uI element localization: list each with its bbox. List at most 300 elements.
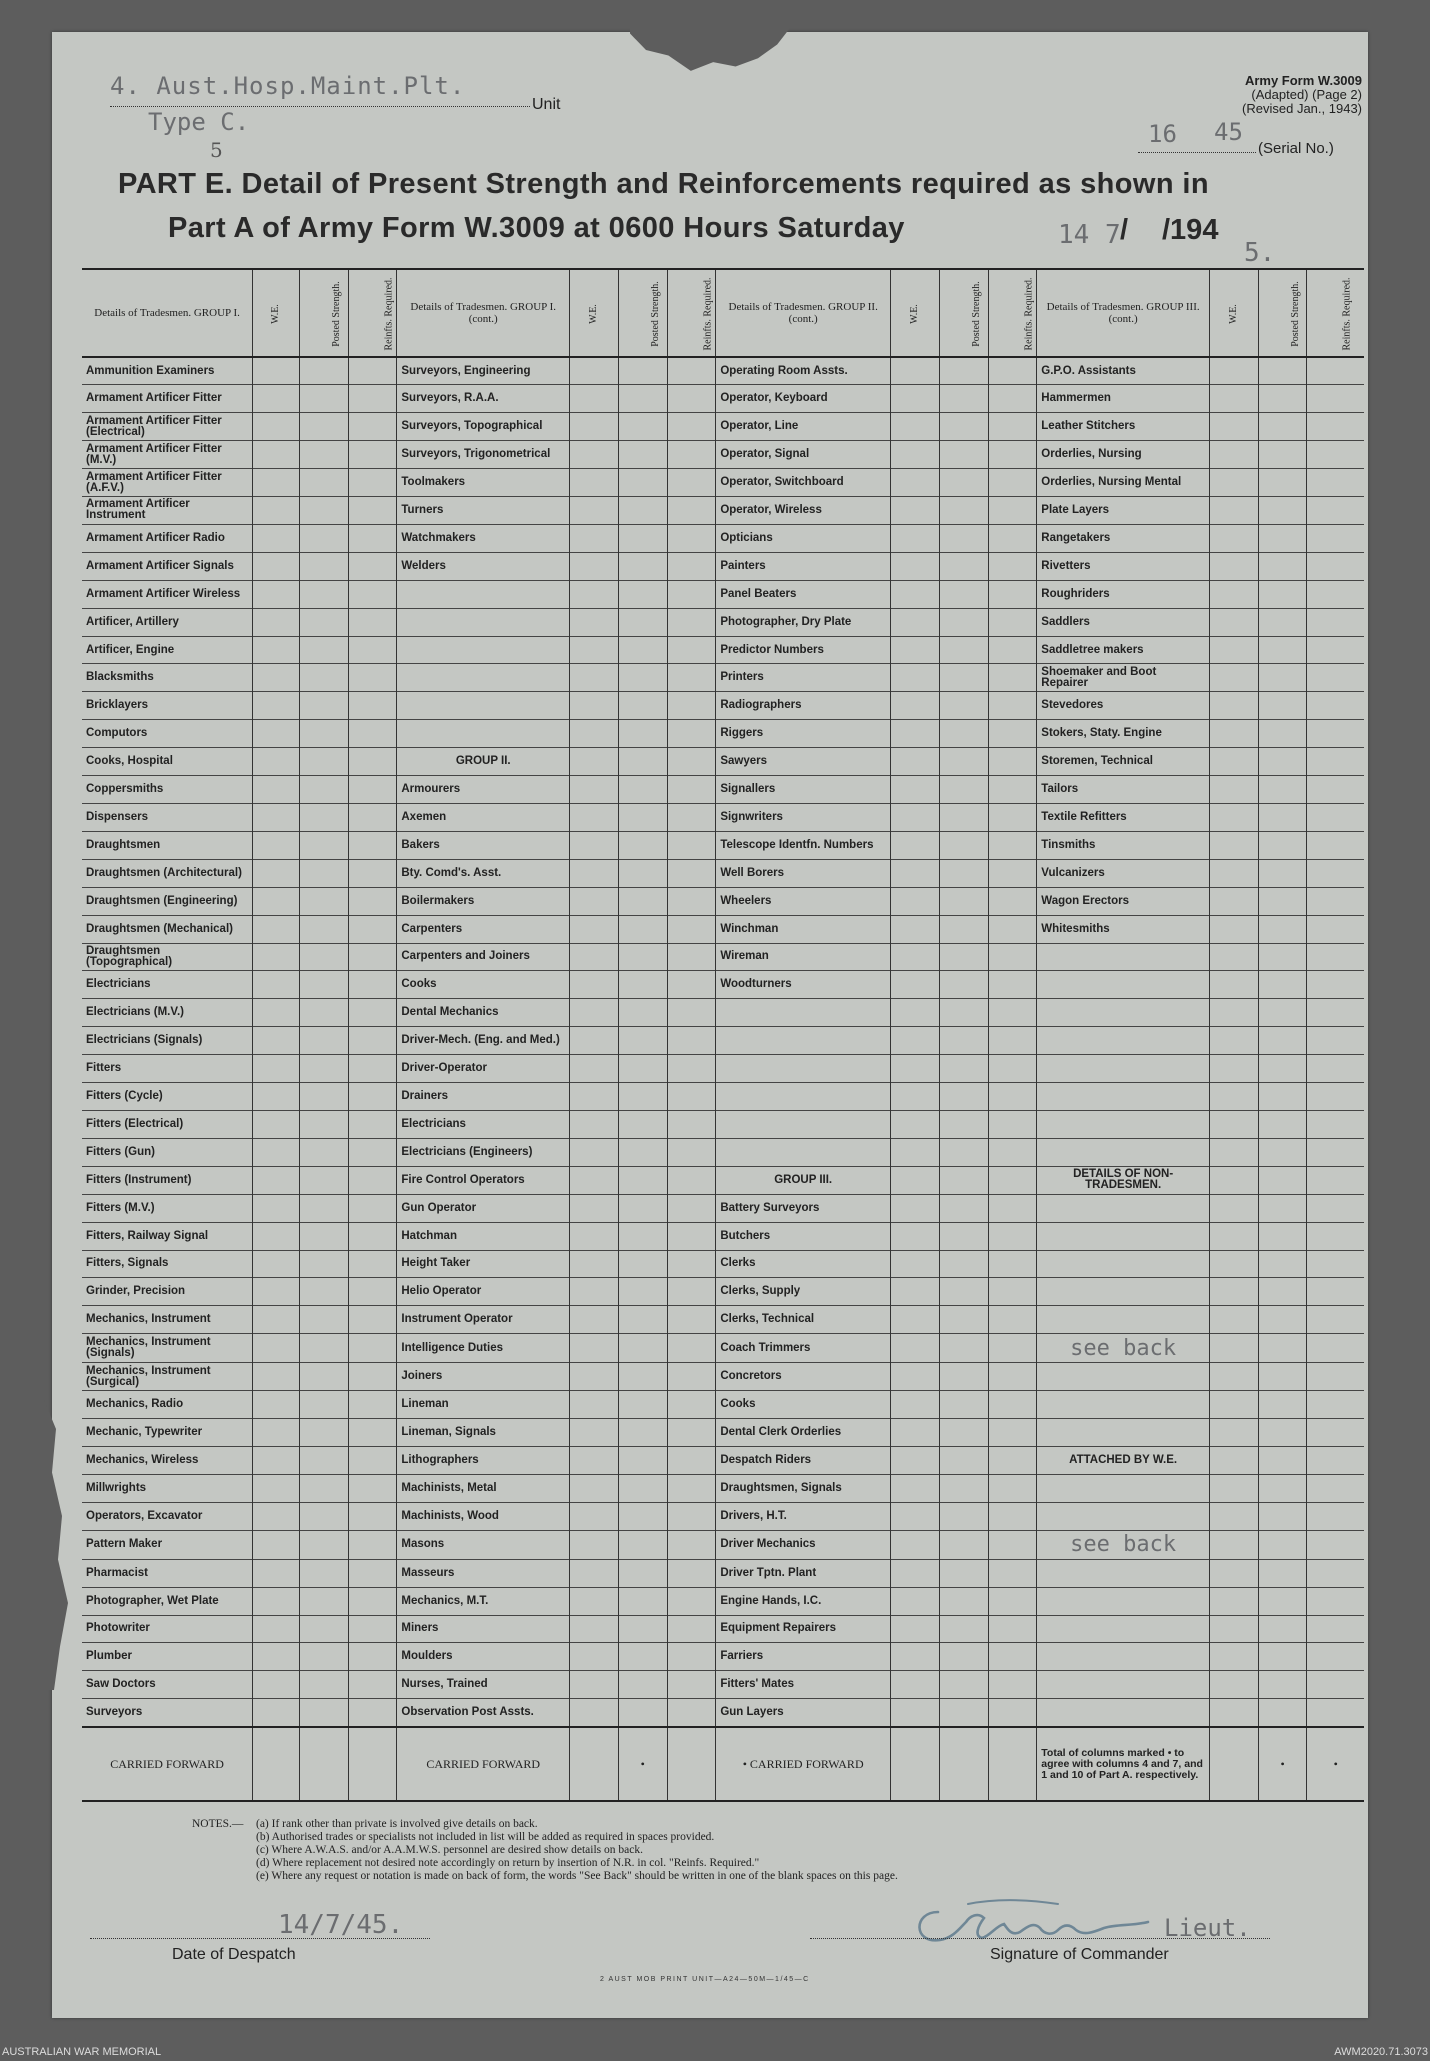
entry-cell[interactable] [570, 999, 619, 1027]
entry-cell[interactable] [988, 1530, 1037, 1559]
entry-cell[interactable] [1209, 636, 1258, 664]
entry-cell[interactable] [939, 385, 988, 413]
entry-cell[interactable] [891, 915, 940, 943]
entry-cell[interactable] [988, 1502, 1037, 1530]
entry-cell[interactable] [1307, 608, 1364, 636]
entry-cell[interactable] [988, 1391, 1037, 1419]
entry-cell[interactable] [253, 608, 300, 636]
entry-cell[interactable] [939, 1587, 988, 1615]
entry-cell[interactable] [570, 831, 619, 859]
entry-cell[interactable] [939, 1306, 988, 1334]
entry-cell[interactable] [988, 915, 1037, 943]
entry-cell[interactable] [1258, 1278, 1307, 1306]
entry-cell[interactable] [299, 385, 348, 413]
entry-cell[interactable] [299, 748, 348, 776]
entry-cell[interactable] [570, 776, 619, 804]
entry-cell[interactable] [988, 1419, 1037, 1447]
entry-cell[interactable] [1209, 1083, 1258, 1111]
entry-cell[interactable] [667, 413, 716, 441]
entry-cell[interactable] [1258, 1306, 1307, 1334]
entry-cell[interactable] [667, 1727, 716, 1801]
entry-cell[interactable] [348, 1502, 397, 1530]
entry-cell[interactable] [988, 1671, 1037, 1699]
entry-cell[interactable] [939, 357, 988, 385]
entry-cell[interactable] [299, 1363, 348, 1391]
entry-cell[interactable] [891, 1559, 940, 1587]
entry-cell[interactable] [1209, 1278, 1258, 1306]
entry-cell[interactable] [253, 1110, 300, 1138]
entry-cell[interactable] [891, 1110, 940, 1138]
entry-cell[interactable] [348, 1615, 397, 1643]
entry-cell[interactable] [253, 887, 300, 915]
entry-cell[interactable] [253, 524, 300, 552]
entry-cell[interactable] [1258, 1559, 1307, 1587]
entry-cell[interactable] [348, 441, 397, 469]
entry-cell[interactable] [988, 1194, 1037, 1222]
entry-cell[interactable] [939, 1643, 988, 1671]
entry-cell[interactable] [891, 357, 940, 385]
entry-cell[interactable] [891, 1446, 940, 1474]
entry-cell[interactable] [348, 720, 397, 748]
entry-cell[interactable] [570, 497, 619, 525]
entry-cell[interactable] [253, 580, 300, 608]
entry-cell[interactable] [1258, 608, 1307, 636]
entry-cell[interactable] [988, 357, 1037, 385]
entry-cell[interactable] [1307, 804, 1364, 832]
entry-cell[interactable] [299, 999, 348, 1027]
entry-cell[interactable] [891, 1643, 940, 1671]
entry-cell[interactable] [570, 1530, 619, 1559]
entry-cell[interactable] [253, 497, 300, 525]
entry-cell[interactable] [891, 1671, 940, 1699]
entry-cell[interactable] [988, 552, 1037, 580]
entry-cell[interactable] [988, 692, 1037, 720]
entry-cell[interactable] [299, 497, 348, 525]
entry-cell[interactable] [348, 971, 397, 999]
entry-cell[interactable] [1307, 469, 1364, 497]
entry-cell[interactable] [1307, 1138, 1364, 1166]
entry-cell[interactable] [667, 1166, 716, 1194]
entry-cell[interactable] [667, 999, 716, 1027]
entry-cell[interactable] [667, 1587, 716, 1615]
entry-cell[interactable] [570, 441, 619, 469]
entry-cell[interactable] [618, 748, 667, 776]
entry-cell[interactable] [1209, 804, 1258, 832]
entry-cell[interactable] [348, 497, 397, 525]
entry-cell[interactable] [348, 1222, 397, 1250]
entry-cell[interactable] [253, 1306, 300, 1334]
entry-cell[interactable] [348, 1334, 397, 1363]
entry-cell[interactable] [939, 1671, 988, 1699]
entry-cell[interactable] [988, 1699, 1037, 1727]
entry-cell[interactable] [988, 1363, 1037, 1391]
entry-cell[interactable] [1307, 413, 1364, 441]
entry-cell[interactable] [1307, 385, 1364, 413]
entry-cell[interactable] [299, 357, 348, 385]
entry-cell[interactable] [299, 1391, 348, 1419]
entry-cell[interactable] [299, 441, 348, 469]
entry-cell[interactable] [348, 1083, 397, 1111]
entry-cell[interactable] [939, 831, 988, 859]
entry-cell[interactable] [667, 831, 716, 859]
entry-cell[interactable] [939, 1194, 988, 1222]
entry-cell[interactable] [667, 859, 716, 887]
entry-cell[interactable] [1307, 831, 1364, 859]
entry-cell[interactable] [618, 915, 667, 943]
entry-cell[interactable] [1307, 497, 1364, 525]
entry-cell[interactable] [1307, 664, 1364, 692]
entry-cell[interactable] [988, 580, 1037, 608]
entry-cell[interactable] [253, 1699, 300, 1727]
entry-cell[interactable] [348, 1027, 397, 1055]
entry-cell[interactable] [988, 1138, 1037, 1166]
entry-cell[interactable] [667, 1530, 716, 1559]
entry-cell[interactable] [570, 413, 619, 441]
entry-cell[interactable] [253, 999, 300, 1027]
entry-cell[interactable] [253, 804, 300, 832]
entry-cell[interactable] [570, 1502, 619, 1530]
entry-cell[interactable] [348, 1446, 397, 1474]
entry-cell[interactable] [1307, 887, 1364, 915]
entry-cell[interactable] [988, 1587, 1037, 1615]
entry-cell[interactable] [1307, 999, 1364, 1027]
entry-cell[interactable] [1209, 1615, 1258, 1643]
entry-cell[interactable] [618, 1391, 667, 1419]
entry-cell[interactable] [1209, 720, 1258, 748]
entry-cell[interactable] [1307, 524, 1364, 552]
entry-cell[interactable] [1209, 1250, 1258, 1278]
entry-cell[interactable] [988, 1222, 1037, 1250]
entry-cell[interactable] [667, 441, 716, 469]
entry-cell[interactable] [667, 1671, 716, 1699]
entry-cell[interactable] [348, 999, 397, 1027]
entry-cell[interactable] [348, 385, 397, 413]
entry-cell[interactable] [667, 915, 716, 943]
entry-cell[interactable] [891, 776, 940, 804]
entry-cell[interactable] [667, 664, 716, 692]
entry-cell[interactable] [1307, 1699, 1364, 1727]
entry-cell[interactable] [939, 1615, 988, 1643]
entry-cell[interactable] [1258, 1615, 1307, 1643]
entry-cell[interactable] [988, 1727, 1037, 1801]
entry-cell[interactable] [891, 692, 940, 720]
entry-cell[interactable] [891, 859, 940, 887]
entry-cell[interactable] [1307, 943, 1364, 971]
entry-cell[interactable] [299, 1278, 348, 1306]
entry-cell[interactable] [939, 497, 988, 525]
entry-cell[interactable] [667, 552, 716, 580]
entry-cell[interactable] [570, 1699, 619, 1727]
entry-cell[interactable] [618, 1474, 667, 1502]
entry-cell[interactable] [348, 1138, 397, 1166]
entry-cell[interactable] [1209, 441, 1258, 469]
entry-cell[interactable] [667, 357, 716, 385]
entry-cell[interactable] [348, 804, 397, 832]
entry-cell[interactable] [348, 608, 397, 636]
entry-cell[interactable] [253, 943, 300, 971]
entry-cell[interactable] [1209, 1502, 1258, 1530]
entry-cell[interactable] [1209, 1334, 1258, 1363]
entry-cell[interactable] [988, 748, 1037, 776]
entry-cell[interactable] [348, 1419, 397, 1447]
entry-cell[interactable] [667, 1083, 716, 1111]
entry-cell[interactable] [570, 1727, 619, 1801]
entry-cell[interactable] [667, 1391, 716, 1419]
entry-cell[interactable] [1307, 1278, 1364, 1306]
entry-cell[interactable] [1209, 497, 1258, 525]
entry-cell[interactable] [667, 1278, 716, 1306]
entry-cell[interactable] [939, 887, 988, 915]
entry-cell[interactable] [1258, 497, 1307, 525]
entry-cell[interactable] [1209, 469, 1258, 497]
entry-cell[interactable] [988, 943, 1037, 971]
entry-cell[interactable] [1209, 1671, 1258, 1699]
entry-cell[interactable] [988, 497, 1037, 525]
entry-cell[interactable] [618, 1587, 667, 1615]
entry-cell[interactable] [1307, 357, 1364, 385]
entry-cell[interactable] [988, 385, 1037, 413]
entry-cell[interactable] [891, 552, 940, 580]
entry-cell[interactable] [1258, 915, 1307, 943]
entry-cell[interactable] [1307, 915, 1364, 943]
entry-cell[interactable] [570, 1055, 619, 1083]
entry-cell[interactable] [618, 1110, 667, 1138]
entry-cell[interactable] [667, 1643, 716, 1671]
entry-cell[interactable] [939, 1446, 988, 1474]
entry-cell[interactable] [939, 915, 988, 943]
entry-cell[interactable] [1307, 1419, 1364, 1447]
entry-cell[interactable] [299, 413, 348, 441]
entry-cell[interactable] [891, 887, 940, 915]
entry-cell[interactable] [299, 971, 348, 999]
entry-cell[interactable] [618, 1306, 667, 1334]
entry-cell[interactable] [299, 1222, 348, 1250]
entry-cell[interactable] [1258, 636, 1307, 664]
entry-cell[interactable] [939, 1110, 988, 1138]
entry-cell[interactable] [667, 1363, 716, 1391]
entry-cell[interactable] [1209, 887, 1258, 915]
entry-cell[interactable] [1209, 748, 1258, 776]
entry-cell[interactable] [570, 971, 619, 999]
entry-cell[interactable] [1307, 692, 1364, 720]
entry-cell[interactable] [988, 831, 1037, 859]
entry-cell[interactable] [570, 469, 619, 497]
entry-cell[interactable] [570, 1306, 619, 1334]
entry-cell[interactable] [891, 1615, 940, 1643]
entry-cell[interactable] [667, 692, 716, 720]
entry-cell[interactable] [939, 1055, 988, 1083]
entry-cell[interactable] [891, 608, 940, 636]
entry-cell[interactable] [988, 887, 1037, 915]
entry-cell[interactable] [618, 692, 667, 720]
entry-cell[interactable] [939, 1334, 988, 1363]
entry-cell[interactable] [1209, 1587, 1258, 1615]
entry-cell[interactable] [570, 1559, 619, 1587]
entry-cell[interactable] [891, 1194, 940, 1222]
entry-cell[interactable] [253, 1474, 300, 1502]
entry-cell[interactable] [618, 804, 667, 832]
entry-cell[interactable] [618, 1194, 667, 1222]
entry-cell[interactable] [570, 1278, 619, 1306]
entry-cell[interactable] [348, 1671, 397, 1699]
entry-cell[interactable] [253, 385, 300, 413]
entry-cell[interactable] [253, 1166, 300, 1194]
entry-cell[interactable] [939, 859, 988, 887]
entry-cell[interactable] [570, 524, 619, 552]
entry-cell[interactable] [253, 664, 300, 692]
entry-cell[interactable] [299, 859, 348, 887]
entry-cell[interactable] [988, 1474, 1037, 1502]
entry-cell[interactable] [570, 1222, 619, 1250]
entry-cell[interactable] [299, 469, 348, 497]
entry-cell[interactable] [618, 720, 667, 748]
entry-cell[interactable] [299, 1474, 348, 1502]
entry-cell[interactable] [1209, 552, 1258, 580]
entry-cell[interactable] [618, 1222, 667, 1250]
entry-cell[interactable] [618, 469, 667, 497]
entry-cell[interactable] [299, 664, 348, 692]
entry-cell[interactable] [1307, 1363, 1364, 1391]
entry-cell[interactable] [891, 1727, 940, 1801]
entry-cell[interactable] [1209, 1446, 1258, 1474]
entry-cell[interactable] [667, 776, 716, 804]
entry-cell[interactable] [1307, 441, 1364, 469]
entry-cell[interactable] [1209, 1391, 1258, 1419]
entry-cell[interactable] [348, 887, 397, 915]
entry-cell[interactable] [939, 1083, 988, 1111]
entry-cell[interactable] [570, 720, 619, 748]
entry-cell[interactable] [348, 1166, 397, 1194]
entry-cell[interactable] [253, 1559, 300, 1587]
entry-cell[interactable] [348, 1727, 397, 1801]
entry-cell[interactable] [253, 748, 300, 776]
entry-cell[interactable] [891, 1222, 940, 1250]
entry-cell[interactable] [253, 1083, 300, 1111]
entry-cell[interactable] [570, 580, 619, 608]
entry-cell[interactable] [939, 1559, 988, 1587]
entry-cell[interactable] [1258, 385, 1307, 413]
entry-cell[interactable] [618, 1363, 667, 1391]
entry-cell[interactable] [988, 524, 1037, 552]
entry-cell[interactable] [667, 1559, 716, 1587]
entry-cell[interactable] [348, 776, 397, 804]
entry-cell[interactable] [1258, 1474, 1307, 1502]
entry-cell[interactable] [1258, 748, 1307, 776]
entry-cell[interactable] [618, 831, 667, 859]
entry-cell[interactable] [988, 1110, 1037, 1138]
entry-cell[interactable] [988, 776, 1037, 804]
entry-cell[interactable] [939, 1166, 988, 1194]
entry-cell[interactable] [348, 859, 397, 887]
entry-cell[interactable] [253, 1363, 300, 1391]
entry-cell[interactable] [891, 1502, 940, 1530]
entry-cell[interactable] [667, 1306, 716, 1334]
entry-cell[interactable] [253, 469, 300, 497]
entry-cell[interactable] [891, 385, 940, 413]
entry-cell[interactable] [988, 413, 1037, 441]
entry-cell[interactable] [570, 1194, 619, 1222]
entry-cell[interactable] [299, 720, 348, 748]
entry-cell[interactable] [1258, 1363, 1307, 1391]
entry-cell[interactable] [299, 1530, 348, 1559]
entry-cell[interactable] [1258, 1530, 1307, 1559]
entry-cell[interactable] [348, 1559, 397, 1587]
entry-cell[interactable] [891, 1530, 940, 1559]
entry-cell[interactable] [299, 1699, 348, 1727]
entry-cell[interactable] [253, 1278, 300, 1306]
entry-cell[interactable] [1209, 664, 1258, 692]
entry-cell[interactable] [939, 1278, 988, 1306]
entry-cell[interactable] [253, 1222, 300, 1250]
entry-cell[interactable] [618, 1530, 667, 1559]
entry-cell[interactable] [299, 831, 348, 859]
entry-cell[interactable] [570, 1110, 619, 1138]
entry-cell[interactable] [891, 1166, 940, 1194]
entry-cell[interactable] [299, 776, 348, 804]
entry-cell[interactable] [299, 1334, 348, 1363]
entry-cell[interactable] [939, 971, 988, 999]
entry-cell[interactable] [939, 692, 988, 720]
entry-cell[interactable] [1209, 1474, 1258, 1502]
entry-cell[interactable] [253, 357, 300, 385]
entry-cell[interactable] [939, 1727, 988, 1801]
entry-cell[interactable] [1209, 692, 1258, 720]
entry-cell[interactable] [348, 1194, 397, 1222]
entry-cell[interactable] [891, 720, 940, 748]
entry-cell[interactable] [618, 1166, 667, 1194]
entry-cell[interactable] [1258, 441, 1307, 469]
entry-cell[interactable] [618, 441, 667, 469]
entry-cell[interactable] [988, 664, 1037, 692]
entry-cell[interactable] [348, 1530, 397, 1559]
entry-cell[interactable] [667, 943, 716, 971]
entry-cell[interactable] [1258, 1502, 1307, 1530]
entry-cell[interactable] [1307, 748, 1364, 776]
entry-cell[interactable] [618, 1502, 667, 1530]
entry-cell[interactable] [988, 469, 1037, 497]
entry-cell[interactable] [939, 999, 988, 1027]
entry-cell[interactable] [891, 1391, 940, 1419]
entry-cell[interactable] [891, 664, 940, 692]
entry-cell[interactable] [299, 1166, 348, 1194]
entry-cell[interactable] [891, 441, 940, 469]
entry-cell[interactable] [667, 469, 716, 497]
entry-cell[interactable] [1209, 831, 1258, 859]
entry-cell[interactable] [988, 1027, 1037, 1055]
entry-cell[interactable] [253, 971, 300, 999]
entry-cell[interactable] [618, 859, 667, 887]
entry-cell[interactable] [348, 1474, 397, 1502]
entry-cell[interactable] [988, 1250, 1037, 1278]
entry-cell[interactable] [570, 1615, 619, 1643]
entry-cell[interactable] [570, 385, 619, 413]
entry-cell[interactable] [939, 664, 988, 692]
entry-cell[interactable] [1258, 1391, 1307, 1419]
entry-cell[interactable] [253, 1194, 300, 1222]
entry-cell[interactable] [1209, 1027, 1258, 1055]
entry-cell[interactable] [1307, 971, 1364, 999]
entry-cell[interactable] [299, 1502, 348, 1530]
entry-cell[interactable] [1258, 664, 1307, 692]
entry-cell[interactable] [299, 1138, 348, 1166]
entry-cell[interactable] [618, 385, 667, 413]
entry-cell[interactable] [348, 1643, 397, 1671]
entry-cell[interactable] [299, 692, 348, 720]
entry-cell[interactable] [1209, 1643, 1258, 1671]
entry-cell[interactable] [253, 1419, 300, 1447]
entry-cell[interactable] [667, 1615, 716, 1643]
entry-cell[interactable] [1307, 636, 1364, 664]
